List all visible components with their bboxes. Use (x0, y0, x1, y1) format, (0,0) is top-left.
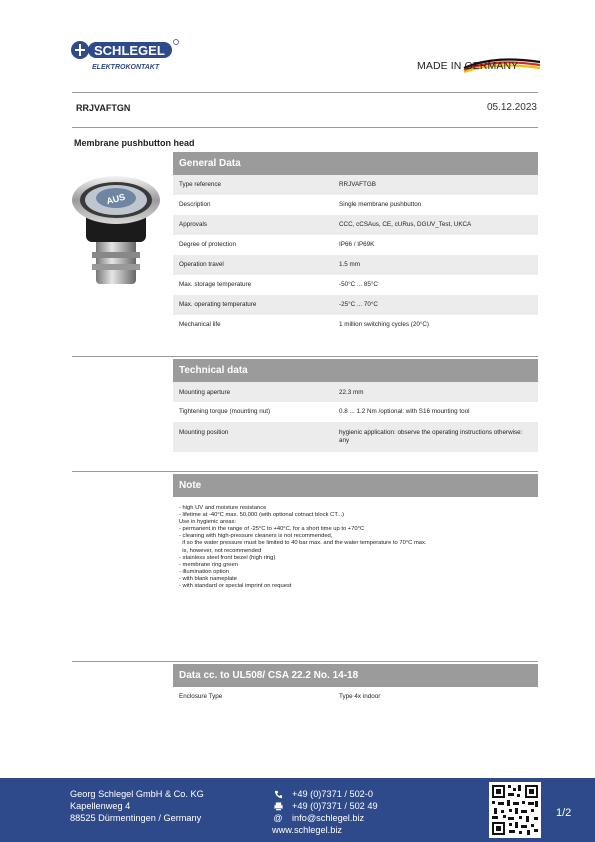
note-line: is, however, not recommended (179, 547, 262, 554)
pushbutton-product-image (70, 160, 162, 288)
row-key: Approvals (179, 221, 208, 228)
note-line: - with standard or special imprint on request (179, 583, 292, 590)
row-key: Enclosure Type (179, 693, 223, 700)
table-row (173, 195, 538, 215)
footer-email-line (272, 812, 378, 824)
row-key: Description (179, 201, 211, 208)
page-number: 1/2 (556, 807, 572, 819)
note-text (179, 505, 539, 590)
row-key: Type reference (179, 181, 222, 188)
divider (72, 92, 538, 93)
footer-phone-line (272, 788, 378, 800)
table-row (173, 295, 538, 315)
note-line: - stainless steel front bezel (high ring) (179, 554, 276, 561)
button-label: AUS (105, 191, 127, 207)
section-ul-data-header: Data cc. to UL508/ CSA 22.2 No. 14-18 (173, 664, 538, 687)
row-key: Operation travel (179, 261, 224, 268)
table-row (173, 175, 538, 195)
footer-city: 88525 Dürmentingen / Germany (70, 813, 202, 823)
row-key: Max. storage temperature (179, 281, 252, 288)
schlegel-logo (70, 37, 180, 73)
row-key: Mounting position (179, 429, 229, 436)
row-key: Degree of protection (179, 241, 237, 248)
row-value: 1.5 mm (339, 261, 360, 268)
section-note-header: Note (173, 474, 538, 497)
row-key: Mechanical life (179, 321, 221, 328)
table-row (173, 315, 538, 335)
table-row (173, 382, 538, 402)
section-technical-data-header: Technical data (173, 359, 538, 382)
divider (72, 471, 538, 472)
footer-company: Georg Schlegel GmbH & Co. KG (70, 789, 204, 799)
row-value: -50°C ... 85°C (339, 281, 378, 288)
product-subtitle: Membrane pushbutton head (74, 138, 195, 148)
row-value: 22.3 mm (339, 389, 364, 396)
footer-street: Kapellenweg 4 (70, 801, 131, 811)
qr-code (489, 782, 541, 838)
footer-contact (272, 788, 378, 836)
divider (72, 356, 538, 357)
divider (72, 661, 538, 662)
row-key: Mounting aperture (179, 389, 231, 396)
row-key: Max. operating temperature (179, 301, 257, 308)
row-value: CCC, cCSAus, CE, cURus, DGUV_Test, UKCA (339, 221, 472, 228)
row-value: Type 4x indoor (339, 693, 381, 700)
note-line: Use in hygienic areas: (179, 519, 237, 526)
note-line: - membrane ring green (179, 561, 238, 568)
table-row (173, 275, 538, 295)
footer-web-line (272, 824, 378, 836)
table-row (173, 255, 538, 275)
footer-website[interactable]: www.schlegel.biz (272, 825, 342, 835)
footer-fax: +49 (0)7371 / 502 49 (292, 801, 378, 811)
footer-fax-line (272, 800, 378, 812)
note-line: - permanent in the range of -25°C to +40°C, for a short time up to +70°C (179, 526, 365, 533)
article-code: RRJVAFTGN (76, 103, 131, 113)
row-value: hygienic application: observe the operating instructions otherwise: any (339, 429, 523, 444)
made-in-germany: MADE IN GERMANY (417, 60, 519, 72)
note-line: - high UV and moisture resistance (179, 505, 267, 511)
row-value: 0.8 ... 1.2 Nm /optional: with S16 mounting tool (339, 408, 470, 415)
row-key: Tightening torque (mounting nut) (179, 408, 271, 415)
row-value: -25°C ... 70°C (339, 301, 378, 308)
row-value: Single membrane pushbutton (339, 201, 422, 208)
note-line: - lifetime at -40°C max. 50,000 (with optional cotnact block CT...) (179, 512, 345, 519)
note-line: - illumination option (179, 568, 229, 575)
table-row (173, 422, 538, 452)
logo-subtext: ELEKTROKONTAKT (92, 64, 160, 71)
table-row (173, 402, 538, 422)
note-line: - cleaning with high-pressure cleaners is not recommended, (179, 533, 333, 540)
footer-email[interactable]: info@schlegel.biz (292, 813, 365, 823)
note-line: - with blank nameplate (179, 575, 238, 582)
note-line: if so the water pressure must be limited to 40 bar max. and the water temperature to 70°C max. (179, 540, 427, 547)
row-value: 1 million switching cycles (20°C) (339, 321, 430, 328)
divider (72, 127, 538, 128)
table-row (173, 235, 538, 255)
phone-icon (272, 790, 284, 799)
row-value: IP66 / IP69K (339, 241, 375, 248)
section-general-data-header: General Data (173, 152, 538, 175)
logo-text: SCHLEGEL (94, 43, 165, 58)
fax-icon (272, 802, 284, 811)
document-date: 05.12.2023 (486, 102, 537, 113)
at-icon: @ (273, 813, 283, 823)
table-row (173, 215, 538, 235)
footer-phone[interactable]: +49 (0)7371 / 502-0 (292, 789, 373, 799)
footer-address (70, 788, 204, 824)
row-value: RRJVAFTGB (339, 181, 376, 188)
table-row (173, 687, 538, 707)
